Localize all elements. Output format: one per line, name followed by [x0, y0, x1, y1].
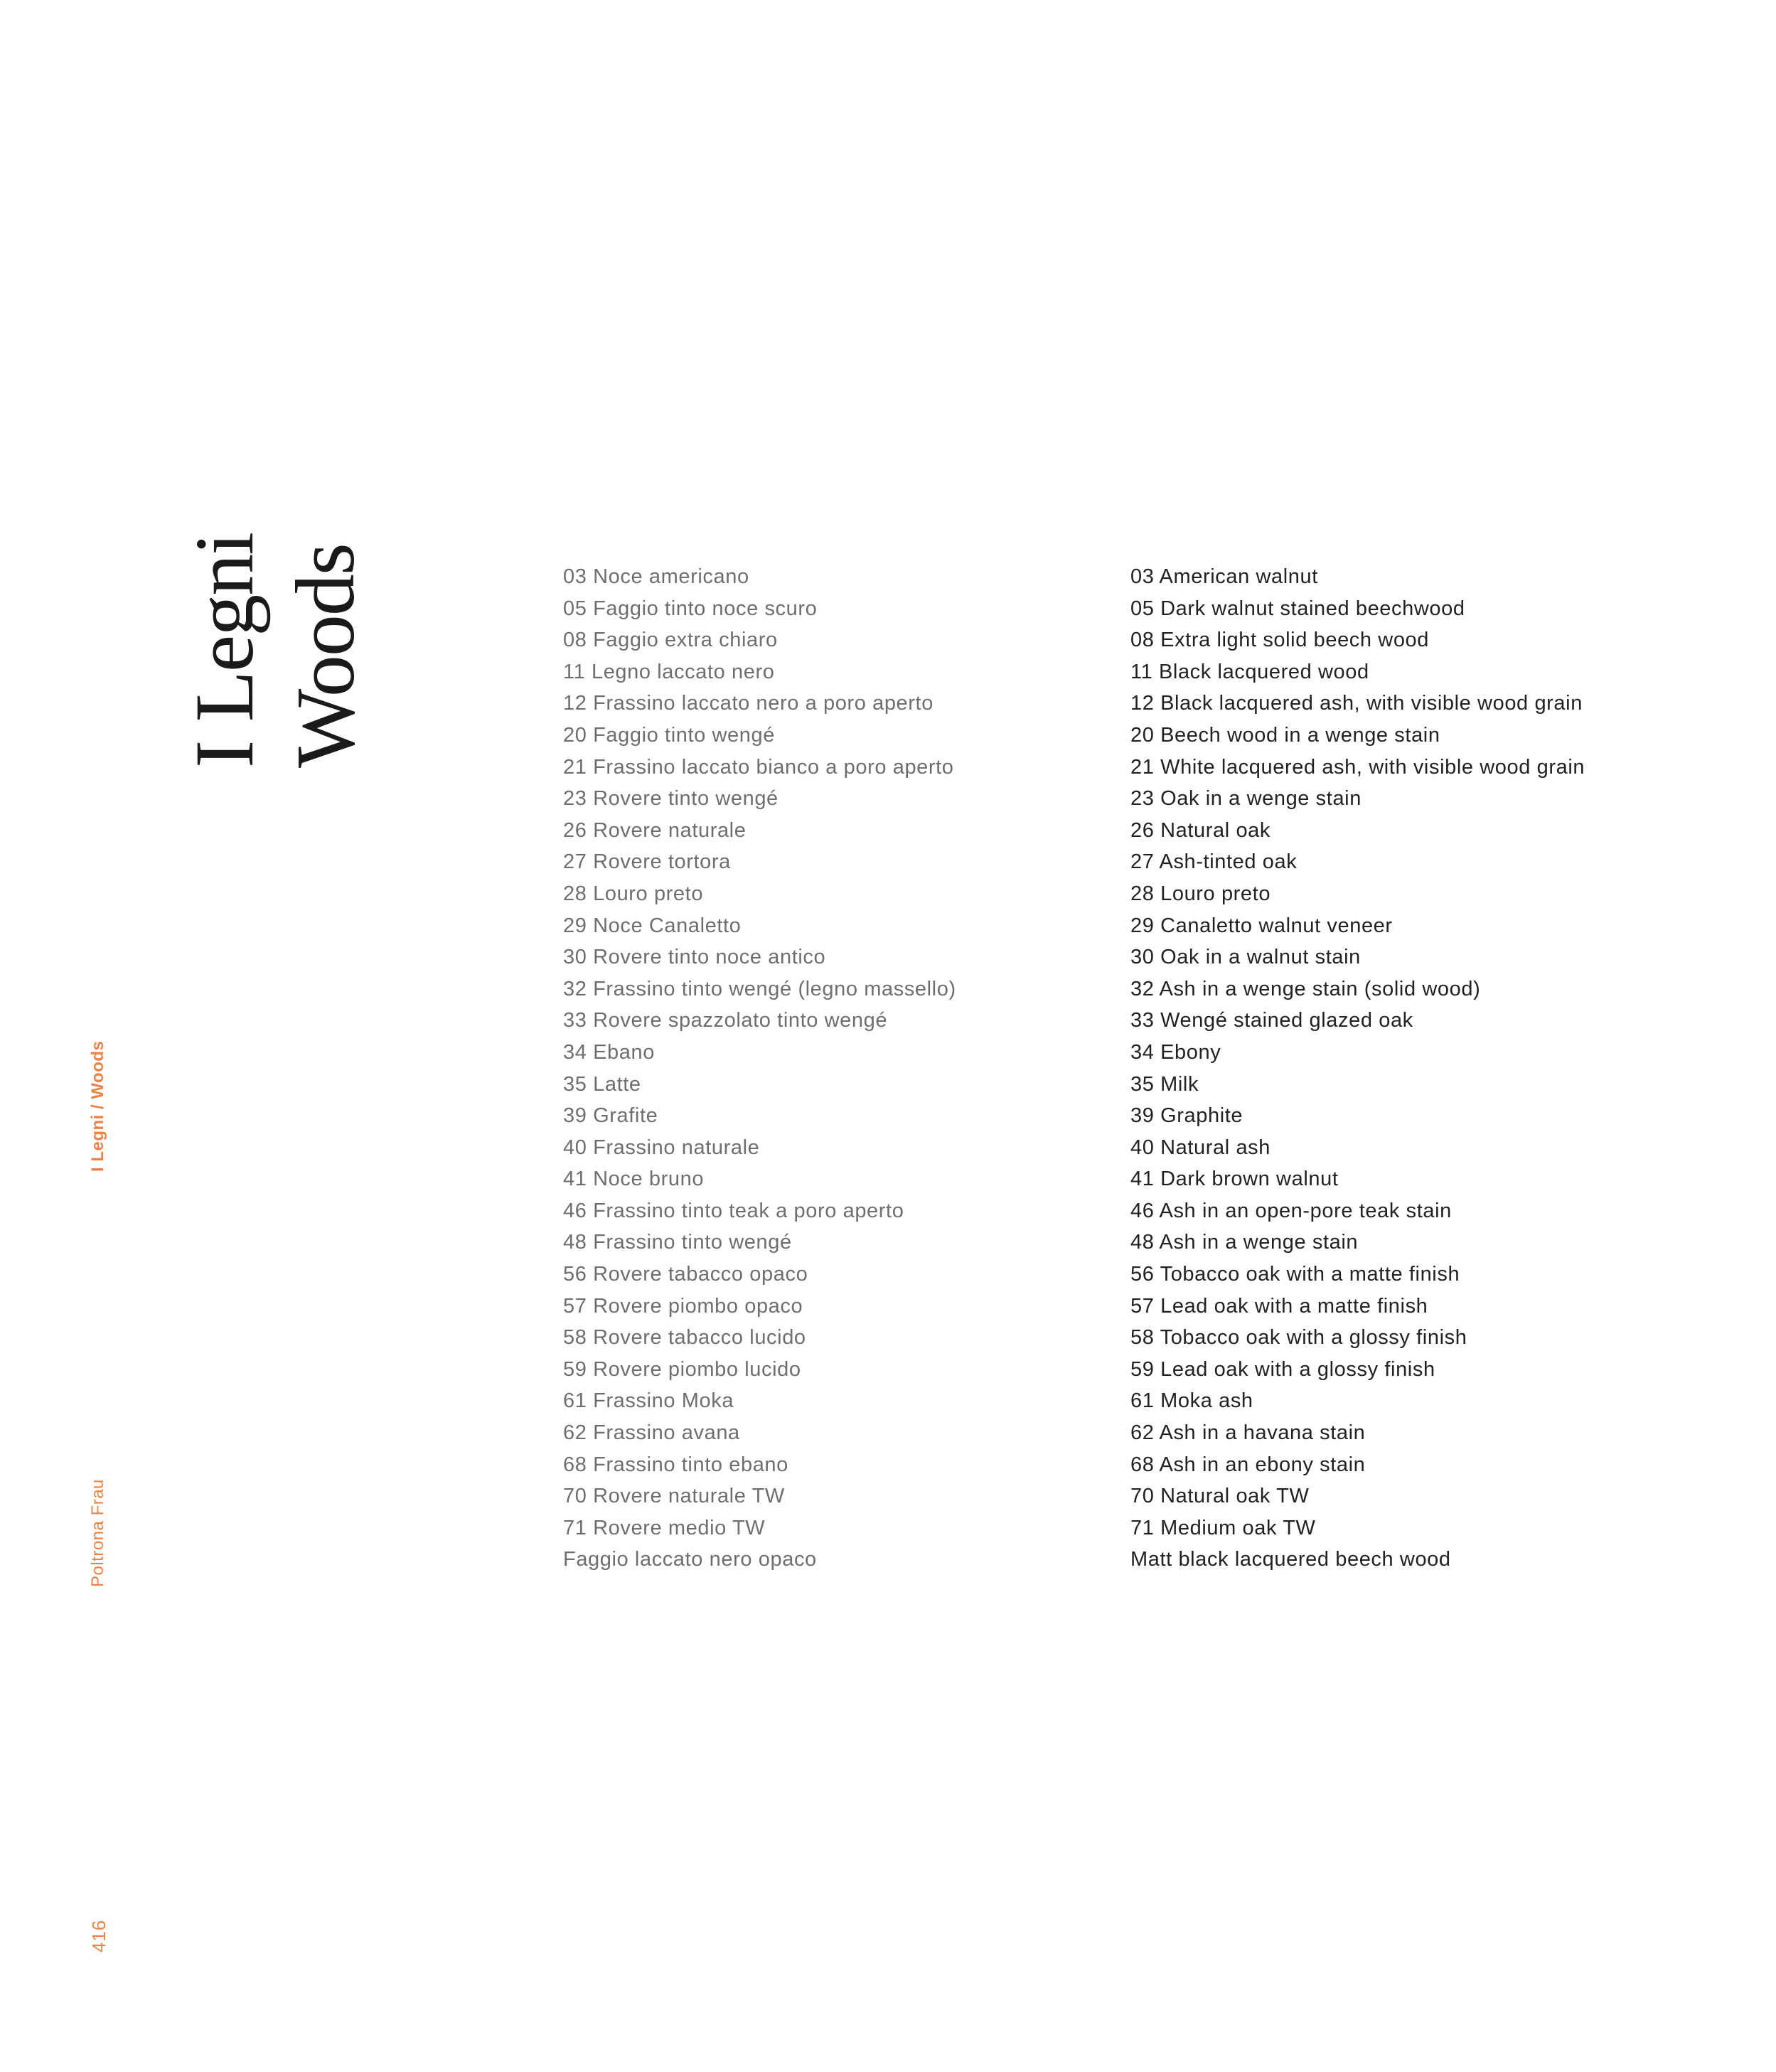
list-item: 40 Natural ash	[1130, 1136, 1271, 1159]
list-item: 26 Natural oak	[1130, 818, 1271, 842]
list-item: 29 Noce Canaletto	[563, 914, 742, 937]
list-item: 32 Frassino tinto wengé (legno massello)	[563, 977, 956, 1000]
list-item: 71 Rovere medio TW	[563, 1516, 766, 1539]
list-item: Faggio laccato nero opaco	[563, 1548, 817, 1571]
list-item: 27 Rovere tortora	[563, 850, 731, 874]
running-head-brand: Poltrona Frau	[88, 1479, 107, 1587]
list-item: 08 Faggio extra chiaro	[563, 629, 778, 652]
list-item: 70 Rovere naturale TW	[563, 1485, 785, 1508]
list-item: 08 Extra light solid beech wood	[1130, 629, 1430, 652]
list-item: 29 Canaletto walnut veneer	[1130, 914, 1393, 937]
list-item: 35 Latte	[563, 1072, 641, 1096]
list-item: 12 Frassino laccato nero a poro aperto	[563, 692, 934, 715]
list-item: 34 Ebano	[563, 1040, 655, 1064]
list-item: 30 Oak in a walnut stain	[1130, 946, 1361, 969]
list-item: 21 White lacquered ash, with visible wood grain	[1130, 755, 1585, 779]
list-item: 35 Milk	[1130, 1072, 1199, 1096]
list-item: 57 Lead oak with a matte finish	[1130, 1294, 1428, 1318]
list-item: 03 Noce americano	[563, 565, 749, 588]
list-item: 30 Rovere tinto noce antico	[563, 946, 826, 969]
title-english: Woods	[279, 544, 372, 768]
list-item: 57 Rovere piombo opaco	[563, 1294, 803, 1318]
list-item: 46 Ash in an open-pore teak stain	[1130, 1199, 1452, 1222]
list-item: 48 Ash in a wenge stain	[1130, 1231, 1359, 1254]
list-item: 20 Faggio tinto wengé	[563, 723, 775, 747]
list-item: 34 Ebony	[1130, 1040, 1221, 1064]
list-item: 39 Grafite	[563, 1104, 658, 1128]
list-item: 03 American walnut	[1130, 565, 1318, 588]
list-item: 33 Rovere spazzolato tinto wengé	[563, 1009, 888, 1032]
list-item: 12 Black lacquered ash, with visible wood grain	[1130, 692, 1583, 715]
list-item: 11 Black lacquered wood	[1130, 660, 1369, 683]
wood-list-english	[1130, 561, 1699, 1576]
list-item: 20 Beech wood in a wenge stain	[1130, 723, 1440, 747]
list-item: 40 Frassino naturale	[563, 1136, 760, 1159]
list-item: 58 Tobacco oak with a glossy finish	[1130, 1326, 1467, 1350]
list-item: 46 Frassino tinto teak a poro aperto	[563, 1199, 904, 1222]
list-item: 71 Medium oak TW	[1130, 1516, 1316, 1539]
list-item: 05 Dark walnut stained beechwood	[1130, 597, 1465, 620]
list-item: 59 Rovere piombo lucido	[563, 1357, 801, 1381]
list-item: Matt black lacquered beech wood	[1130, 1548, 1451, 1571]
list-item: 28 Louro preto	[563, 882, 704, 905]
page-title	[174, 533, 376, 768]
list-item: 41 Noce bruno	[563, 1168, 705, 1191]
list-item: 59 Lead oak with a glossy finish	[1130, 1357, 1435, 1381]
list-item: 48 Frassino tinto wengé	[563, 1231, 792, 1254]
list-item: 27 Ash-tinted oak	[1130, 850, 1298, 874]
list-item: 56 Rovere tabacco opaco	[563, 1263, 808, 1286]
list-item: 32 Ash in a wenge stain (solid wood)	[1130, 977, 1481, 1000]
list-item: 23 Oak in a wenge stain	[1130, 787, 1362, 811]
list-item: 23 Rovere tinto wengé	[563, 787, 779, 811]
list-item: 58 Rovere tabacco lucido	[563, 1326, 806, 1350]
wood-list-italian	[563, 561, 1075, 1576]
list-item: 61 Frassino Moka	[563, 1389, 734, 1413]
list-item: 68 Frassino tinto ebano	[563, 1453, 788, 1476]
list-item: 56 Tobacco oak with a matte finish	[1130, 1263, 1460, 1286]
list-item: 26 Rovere naturale	[563, 818, 747, 842]
list-item: 33 Wengé stained glazed oak	[1130, 1009, 1413, 1032]
page-number: 416	[88, 1919, 109, 1953]
list-item: 05 Faggio tinto noce scuro	[563, 597, 818, 620]
list-item: 62 Ash in a havana stain	[1130, 1421, 1366, 1445]
list-item: 11 Legno laccato nero	[563, 660, 775, 683]
list-item: 41 Dark brown walnut	[1130, 1168, 1339, 1191]
list-item: 28 Louro preto	[1130, 882, 1271, 905]
list-item: 39 Graphite	[1130, 1104, 1243, 1128]
list-item: 61 Moka ash	[1130, 1389, 1253, 1413]
list-item: 68 Ash in an ebony stain	[1130, 1453, 1366, 1476]
list-item: 62 Frassino avana	[563, 1421, 740, 1445]
title-italian: I Legni	[178, 533, 271, 768]
running-head-section: I Legni / Woods	[88, 1040, 107, 1172]
list-item: 21 Frassino laccato bianco a poro aperto	[563, 755, 954, 779]
list-item: 70 Natural oak TW	[1130, 1485, 1310, 1508]
